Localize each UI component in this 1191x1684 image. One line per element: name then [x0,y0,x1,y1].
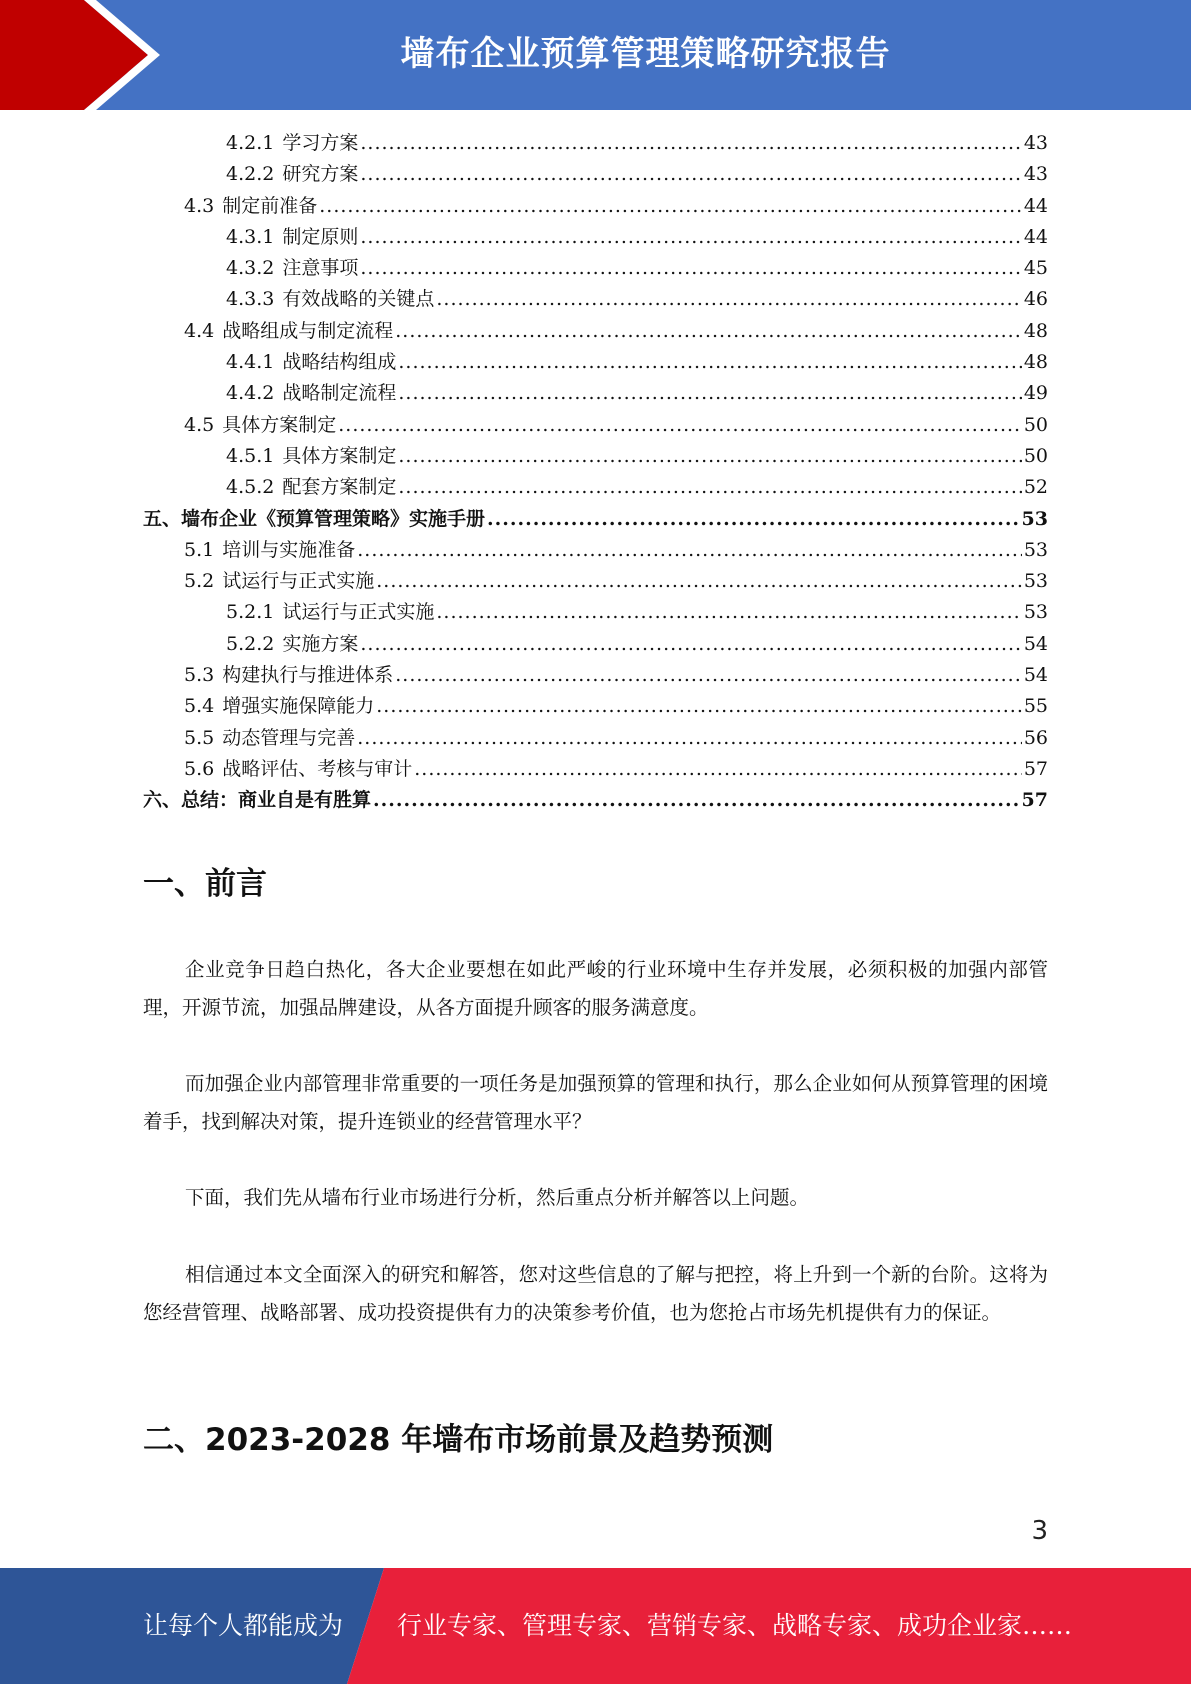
toc-entry-page: 53 [1023,570,1048,593]
toc-entry-number: 4.3.3 [226,288,275,311]
toc-dot-leader [398,476,1021,498]
toc-entry-page: 57 [1021,789,1048,812]
toc-entry-number: 4.4 [184,319,215,342]
toc-entry[interactable] [143,785,1048,816]
toc-dot-leader [436,288,1021,310]
toc-entry-page: 53 [1023,538,1048,561]
paragraph: 企业竞争日趋白热化，各大企业要想在如此严峻的行业环境中生存并发展，必须积极的加强内部管理，开源节流，加强品牌建设，从各方面提升顾客的服务满意度。 [143,958,1048,1019]
toc-entry-title: 试运行与正式实施 [222,570,375,593]
paragraph: 而加强企业内部管理非常重要的一项任务是加强预算的管理和执行，那么企业如何从预算管理的困境着手，找到解决对策，提升连锁业的经营管理水平？ [143,1072,1048,1133]
toc-dot-leader [376,695,1022,717]
toc-entry-number: 4.5.1 [226,444,275,467]
page-number: 3 [1031,1516,1048,1546]
report-title: 墙布企业预算管理策略研究报告 [400,34,891,74]
section-heading-preface: 一、前言 [143,866,267,902]
toc-entry-title: 试运行与正式实施 [282,601,435,624]
toc-entry-page: 52 [1023,476,1048,499]
toc-dot-leader [398,382,1021,404]
toc-entry-number: 4.4.2 [226,382,275,405]
toc-entry[interactable] [143,378,1048,409]
table-of-contents [143,128,1048,817]
page-footer [0,1568,1191,1684]
toc-dot-leader [360,163,1021,185]
toc-dot-leader [357,727,1022,749]
toc-entry-page: 54 [1023,664,1048,687]
toc-entry[interactable] [143,347,1048,378]
toc-entry-title: 有效战略的关键点 [282,288,435,311]
toc-entry[interactable] [143,504,1048,535]
footer-slogan-left: 让每个人都能成为 [143,1611,344,1640]
toc-dot-leader [436,601,1021,623]
toc-entry-number: 4.5.2 [226,476,275,499]
toc-entry-number: 5.6 [184,757,215,780]
toc-entry-number: 5.3 [184,664,215,687]
toc-entry-title: 战略组成与制定流程 [222,319,394,342]
toc-entry-title: 制定原则 [282,225,359,248]
toc-entry-page: 50 [1023,413,1048,436]
section-heading-market-forecast: 二、2023-2028 年墙布市场前景及趋势预测 [143,1422,774,1458]
toc-entry-title: 战略制定流程 [282,382,397,405]
toc-dot-leader [487,508,1020,530]
toc-entry[interactable] [143,441,1048,472]
toc-entry-title: 培训与实施准备 [222,538,356,561]
toc-dot-leader [414,758,1022,780]
page-header [0,0,1191,110]
toc-dot-leader [398,445,1021,467]
toc-entry-title: 五、墙布企业《预算管理策略》实施手册 [143,507,486,530]
toc-entry-title: 配套方案制定 [282,476,397,499]
toc-entry-number: 4.3.2 [226,257,275,280]
toc-entry[interactable] [143,723,1048,754]
toc-dot-leader [373,789,1020,811]
toc-entry-number: 5.5 [184,726,215,749]
toc-dot-leader [360,132,1021,154]
toc-entry-number: 5.2 [184,570,215,593]
toc-entry[interactable] [143,410,1048,441]
toc-dot-leader [360,633,1021,655]
toc-entry-page: 48 [1023,319,1048,342]
toc-entry-title: 增强实施保障能力 [222,695,375,718]
toc-entry-number: 5.2.2 [226,632,275,655]
toc-entry[interactable] [143,191,1048,222]
toc-dot-leader [398,351,1021,373]
toc-entry[interactable] [143,253,1048,284]
toc-entry-page: 49 [1023,382,1048,405]
toc-entry-number: 5.1 [184,538,215,561]
toc-entry-title: 构建执行与推进体系 [222,664,394,687]
paragraph: 下面，我们先从墙布行业市场进行分析，然后重点分析并解答以上问题。 [185,1186,810,1209]
toc-entry-number: 5.4 [184,695,215,718]
toc-entry-page: 45 [1023,257,1048,280]
toc-entry-page: 50 [1023,444,1048,467]
toc-entry-page: 56 [1023,726,1048,749]
toc-entry-page: 43 [1023,132,1048,154]
toc-entry-page: 57 [1023,757,1048,780]
toc-dot-leader [360,257,1021,279]
toc-dot-leader [395,664,1022,686]
toc-entry-number: 5.2.1 [226,601,275,624]
toc-entry[interactable] [143,472,1048,503]
toc-entry-page: 53 [1021,507,1048,530]
toc-entry[interactable] [143,284,1048,315]
footer-slogan-right: 行业专家、管理专家、营销专家、战略专家、成功企业家…… [397,1611,1073,1640]
toc-entry-title: 注意事项 [282,257,359,280]
toc-entry-number: 4.5 [184,413,215,436]
toc-entry[interactable] [143,629,1048,660]
toc-entry-title: 具体方案制定 [282,444,397,467]
toc-dot-leader [376,570,1022,592]
toc-entry-title: 六、总结：商业自是有胜算 [143,789,372,812]
toc-entry-page: 44 [1023,194,1048,217]
toc-entry[interactable] [143,128,1048,159]
toc-entry-page: 46 [1023,288,1048,311]
toc-entry[interactable] [143,754,1048,785]
toc-dot-leader [338,414,1022,436]
toc-entry[interactable] [143,691,1048,722]
toc-entry-title: 实施方案 [282,632,359,655]
toc-entry-page: 44 [1023,225,1048,248]
toc-entry-title: 动态管理与完善 [222,726,356,749]
toc-entry[interactable] [143,222,1048,253]
toc-entry-page: 43 [1023,163,1048,186]
toc-entry-page: 55 [1023,695,1048,718]
toc-entry-page: 48 [1023,351,1048,374]
paragraph: 相信通过本文全面深入的研究和解答，您对这些信息的了解与把控，将上升到一个新的台阶。这将为您经营管理、战略部署、成功投资提供有力的决策参考价值，也为您抢占市场先机提供有力的保证。 [143,1263,1048,1324]
toc-entry[interactable] [143,316,1048,347]
toc-entry[interactable] [143,566,1048,597]
toc-entry[interactable] [143,535,1048,566]
toc-entry-number: 4.3.1 [226,225,275,248]
toc-entry-number: 4.2.2 [226,163,275,186]
toc-entry-title: 战略评估、考核与审计 [222,757,413,780]
toc-entry-title: 研究方案 [282,163,359,186]
toc-entry-title: 战略结构组成 [282,351,397,374]
toc-dot-leader [360,226,1021,248]
toc-entry[interactable] [143,159,1048,190]
toc-entry[interactable] [143,597,1048,628]
toc-entry-title: 学习方案 [282,132,359,154]
toc-entry-page: 54 [1023,632,1048,655]
toc-entry[interactable] [143,660,1048,691]
toc-dot-leader [319,195,1022,217]
toc-entry-number: 4.4.1 [226,351,275,374]
toc-entry-number: 4.3 [184,194,215,217]
toc-entry-title: 制定前准备 [222,194,318,217]
toc-entry-number: 4.2.1 [226,132,275,154]
toc-entry-title: 具体方案制定 [222,413,337,436]
toc-dot-leader [357,539,1022,561]
toc-entry-page: 53 [1023,601,1048,624]
toc-dot-leader [395,320,1022,342]
